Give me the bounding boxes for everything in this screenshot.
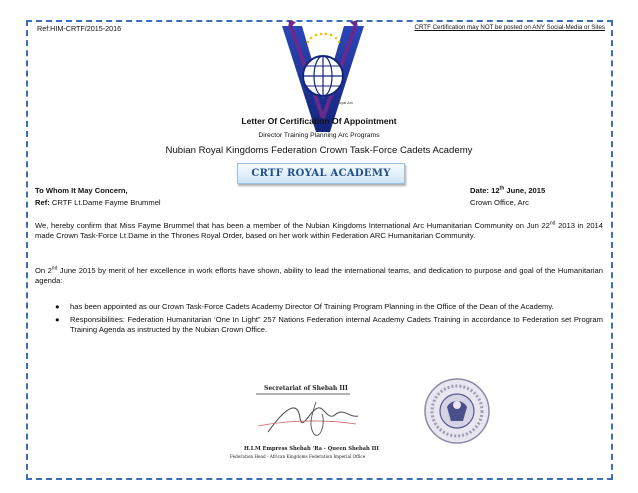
academy-name: Nubian Royal Kingdoms Federation Crown Task-Force Cadets Academy	[165, 145, 473, 156]
issuing-office: Crown Office, Arc	[470, 198, 529, 207]
letter-reference: Ref: CRTF Lt.Dame Fayme Brummel	[35, 198, 161, 207]
list-item: ● has been appointed as our Crown Task-Force Cadets Academy Director Of Training Program Planning in the Office of the Dean of the Academy.	[55, 302, 554, 311]
list-item: ● Responsibilities: Federation Humanitarian ‘One In Light” 257 Nations Federation internal Academy Cadets Training in accordance to Federation set Program Training Agenda as instructed by the Nubian Crown Office.	[55, 315, 603, 335]
responsibilities-list	[52, 302, 603, 339]
signature-block	[228, 374, 388, 474]
logo-caption: Royal Arc	[336, 100, 354, 105]
social-media-notice: CRTF Certification may NOT be posted on ANY Social-Media or Sites	[414, 24, 605, 31]
paragraph-confirmation: We, hereby confirm that Miss Fayme Brummel that has been a member of the Nubian Kingdoms International Arc Humanitarian Community on Jun 22nd 2013 in 2014 made Crown Task-Force Lt.Dame in the Thrones Royal Order, based on her work within Federation ARC Humanitarian Community.	[35, 220, 604, 241]
signatory-title: Federation Head - African Kingdoms Federation Imperial Office	[230, 454, 366, 459]
academy-banner: CRTF ROYAL ACADEMY	[237, 163, 405, 184]
letter-subtitle: Director Training Planning Arc Programs	[258, 132, 380, 139]
reference-number: Ref:HIM-CRTF/2015-2016	[37, 24, 122, 33]
secretariat-label: Secretariat of Shebah III	[264, 385, 348, 392]
bullet-icon: ●	[55, 315, 60, 325]
paragraph-merit: On 2nd June 2015 by merit of her excellence in work efforts have shown, ability to lead the international teams, and dedication to purpose and goal of the Humanitarian agenda:	[35, 265, 603, 286]
salutation: To Whom It May Concern,	[35, 186, 128, 195]
imperial-seal	[423, 377, 491, 445]
letter-title: Letter Of Certification Of Appointment	[241, 116, 397, 126]
signatory-name: H.I.M Empress Shebah 'Ra - Queen Shebah III	[244, 446, 379, 452]
bullet-icon: ●	[55, 302, 60, 311]
letter-date: Date: 12th June, 2015	[470, 185, 546, 195]
